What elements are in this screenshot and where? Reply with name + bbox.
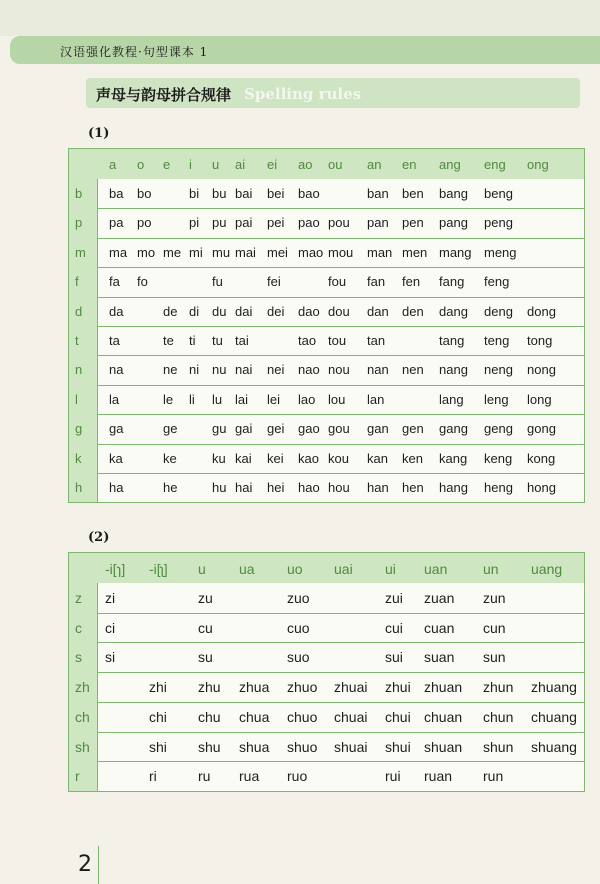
- syllable-cell: di: [189, 303, 200, 319]
- syllable-cell: kai: [235, 450, 252, 466]
- syllable-cell: lei: [267, 391, 281, 407]
- syllable-cell: chi: [149, 708, 167, 725]
- syllable-cell: gang: [439, 421, 468, 437]
- syllable-cell: ti: [189, 333, 196, 348]
- row-divider: [97, 761, 584, 762]
- initial-label: s: [75, 649, 82, 666]
- initial-label: l: [75, 391, 78, 407]
- syllable-cell: rui: [385, 768, 401, 785]
- syllable-cell: cui: [385, 619, 403, 636]
- syllable-cell: du: [212, 303, 227, 319]
- column-header: ui: [385, 561, 396, 577]
- initial-label: t: [75, 333, 79, 348]
- syllable-cell: shi: [149, 738, 167, 755]
- syllable-cell: den: [402, 303, 424, 319]
- syllable-cell: dan: [367, 303, 389, 319]
- syllable-cell: chu: [198, 708, 221, 725]
- syllable-cell: mo: [137, 244, 156, 260]
- syllable-cell: nong: [527, 362, 556, 378]
- syllable-cell: fen: [402, 274, 421, 290]
- column-header: ai: [235, 157, 246, 172]
- syllable-cell: shuo: [287, 738, 318, 755]
- syllable-cell: ken: [402, 450, 423, 466]
- syllable-cell: pi: [189, 215, 200, 231]
- syllable-cell: tu: [212, 333, 223, 348]
- syllable-cell: ruo: [287, 768, 308, 785]
- syllable-cell: beng: [484, 186, 513, 201]
- syllable-cell: hen: [402, 480, 424, 495]
- row-divider: [97, 642, 584, 643]
- initial-label: m: [75, 244, 86, 260]
- syllable-cell: han: [367, 480, 389, 495]
- row-divider: [97, 238, 584, 239]
- syllable-cell: fo: [137, 274, 148, 290]
- syllable-cell: chui: [385, 708, 411, 725]
- syllable-cell: meng: [484, 244, 517, 260]
- syllable-cell: shui: [385, 738, 411, 755]
- syllable-cell: rua: [239, 768, 260, 785]
- syllable-cell: fan: [367, 274, 386, 290]
- syllable-cell: ga: [109, 421, 124, 437]
- syllable-cell: na: [109, 362, 124, 378]
- initial-label: g: [75, 421, 83, 437]
- column-header: ao: [298, 157, 313, 172]
- syllable-cell: ni: [189, 362, 200, 378]
- initial-label: p: [75, 215, 83, 231]
- syllable-cell: hong: [527, 480, 556, 495]
- syllable-cell: ha: [109, 480, 124, 495]
- syllable-cell: gu: [212, 421, 227, 437]
- syllable-cell: kan: [367, 450, 388, 466]
- page-number: 2: [78, 852, 92, 877]
- initial-label: f: [75, 274, 79, 290]
- syllable-cell: tang: [439, 333, 465, 348]
- syllable-cell: cuan: [424, 619, 455, 636]
- syllable-cell: teng: [484, 333, 510, 348]
- syllable-cell: hei: [267, 480, 285, 495]
- column-header: un: [483, 561, 499, 577]
- table2-header-bg: [69, 553, 584, 583]
- syllable-cell: deng: [484, 303, 513, 319]
- syllable-cell: heng: [484, 480, 513, 495]
- table2-divider: [97, 583, 98, 791]
- syllable-cell: kong: [527, 450, 556, 466]
- syllable-cell: long: [527, 391, 552, 407]
- syllable-cell: fu: [212, 274, 223, 290]
- syllable-cell: gen: [402, 421, 424, 437]
- syllable-cell: lou: [328, 391, 346, 407]
- syllable-cell: chun: [483, 708, 514, 725]
- syllable-cell: lai: [235, 391, 249, 407]
- syllable-cell: nu: [212, 362, 227, 378]
- syllable-cell: ba: [109, 186, 124, 201]
- syllable-cell: pan: [367, 215, 389, 231]
- syllable-cell: zhuo: [287, 679, 318, 696]
- syllable-cell: ta: [109, 333, 120, 348]
- syllable-cell: zhua: [239, 679, 270, 696]
- syllable-cell: cuo: [287, 619, 310, 636]
- syllable-cell: bao: [298, 186, 320, 201]
- syllable-cell: shuai: [334, 738, 368, 755]
- page-divider: [98, 846, 99, 884]
- column-header: u: [198, 561, 206, 577]
- table1-label: (1): [88, 126, 110, 141]
- syllable-cell: gei: [267, 421, 285, 437]
- syllable-cell: zuo: [287, 590, 310, 606]
- syllable-cell: bu: [212, 186, 227, 201]
- syllable-cell: dai: [235, 303, 253, 319]
- syllable-cell: tao: [298, 333, 317, 348]
- syllable-cell: ben: [402, 186, 424, 201]
- initial-label: n: [75, 362, 83, 378]
- syllable-cell: lu: [212, 391, 223, 407]
- syllable-cell: hai: [235, 480, 253, 495]
- syllable-cell: si: [105, 649, 116, 666]
- syllable-cell: cu: [198, 619, 213, 636]
- syllable-cell: geng: [484, 421, 513, 437]
- syllable-cell: pa: [109, 215, 124, 231]
- column-header: eng: [484, 157, 506, 172]
- syllable-cell: shua: [239, 738, 270, 755]
- column-header: ua: [239, 561, 255, 577]
- spelling-table-2: [68, 552, 585, 792]
- syllable-cell: shuan: [424, 738, 463, 755]
- syllable-cell: zhi: [149, 679, 167, 696]
- syllable-cell: da: [109, 303, 124, 319]
- syllable-cell: ci: [105, 619, 116, 636]
- syllable-cell: sui: [385, 649, 403, 666]
- column-header: i: [189, 157, 192, 172]
- table1-divider: [97, 179, 98, 502]
- syllable-cell: gou: [328, 421, 350, 437]
- row-divider: [97, 444, 584, 445]
- syllable-cell: zu: [198, 590, 213, 606]
- initial-label: k: [75, 450, 82, 466]
- syllable-cell: bo: [137, 186, 152, 201]
- initial-label: b: [75, 186, 83, 201]
- initial-label: h: [75, 480, 83, 495]
- syllable-cell: fou: [328, 274, 347, 290]
- syllable-cell: fang: [439, 274, 465, 290]
- syllable-cell: mi: [189, 244, 203, 260]
- syllable-cell: de: [163, 303, 178, 319]
- syllable-cell: zun: [483, 590, 506, 606]
- syllable-cell: mou: [328, 244, 354, 260]
- syllable-cell: ku: [212, 450, 226, 466]
- row-divider: [97, 613, 584, 614]
- syllable-cell: hang: [439, 480, 468, 495]
- book-title: 汉语强化教程·句型课本 1: [60, 45, 209, 59]
- syllable-cell: ge: [163, 421, 178, 437]
- column-header: u: [212, 157, 220, 172]
- syllable-cell: gong: [527, 421, 556, 437]
- syllable-cell: kang: [439, 450, 468, 466]
- syllable-cell: le: [163, 391, 174, 407]
- column-header: ong: [527, 157, 549, 172]
- syllable-cell: suan: [424, 649, 455, 666]
- syllable-cell: pen: [402, 215, 424, 231]
- section-title-cn: 声母与韵母拼合规律: [96, 86, 232, 104]
- syllable-cell: kou: [328, 450, 349, 466]
- row-divider: [97, 355, 584, 356]
- syllable-cell: zhuai: [334, 679, 368, 696]
- initial-label: z: [75, 590, 82, 606]
- column-header: ang: [439, 157, 461, 172]
- syllable-cell: nai: [235, 362, 253, 378]
- column-header: -i[ɿ]: [105, 561, 126, 577]
- row-divider: [97, 702, 584, 703]
- syllable-cell: tan: [367, 333, 386, 348]
- syllable-cell: peng: [484, 215, 513, 231]
- row-divider: [97, 414, 584, 415]
- syllable-cell: fei: [267, 274, 281, 290]
- syllable-cell: zhuang: [531, 679, 577, 696]
- syllable-cell: man: [367, 244, 393, 260]
- syllable-cell: lang: [439, 391, 464, 407]
- syllable-cell: ne: [163, 362, 178, 378]
- syllable-cell: bei: [267, 186, 285, 201]
- syllable-cell: gan: [367, 421, 389, 437]
- column-header: -i[ʅ]: [149, 561, 168, 577]
- syllable-cell: neng: [484, 362, 513, 378]
- syllable-cell: ruan: [424, 768, 453, 785]
- syllable-cell: nan: [367, 362, 389, 378]
- syllable-cell: kao: [298, 450, 319, 466]
- syllable-cell: hao: [298, 480, 320, 495]
- initial-label: d: [75, 303, 83, 319]
- syllable-cell: tou: [328, 333, 347, 348]
- column-header: uan: [424, 561, 448, 577]
- syllable-cell: ri: [149, 768, 157, 785]
- syllable-cell: kei: [267, 450, 284, 466]
- syllable-cell: chuang: [531, 708, 577, 725]
- syllable-cell: gao: [298, 421, 320, 437]
- syllable-cell: tong: [527, 333, 553, 348]
- syllable-cell: mu: [212, 244, 231, 260]
- syllable-cell: lan: [367, 391, 385, 407]
- syllable-cell: pao: [298, 215, 320, 231]
- syllable-cell: shu: [198, 738, 221, 755]
- syllable-cell: chuo: [287, 708, 318, 725]
- syllable-cell: po: [137, 215, 152, 231]
- syllable-cell: dao: [298, 303, 320, 319]
- syllable-cell: bai: [235, 186, 253, 201]
- syllable-cell: mang: [439, 244, 472, 260]
- row-divider: [97, 326, 584, 327]
- syllable-cell: leng: [484, 391, 509, 407]
- syllable-cell: dang: [439, 303, 468, 319]
- syllable-cell: li: [189, 391, 195, 407]
- syllable-cell: te: [163, 333, 174, 348]
- syllable-cell: mei: [267, 244, 288, 260]
- syllable-cell: chuan: [424, 708, 463, 725]
- row-divider: [97, 732, 584, 733]
- initial-label: ch: [75, 708, 90, 725]
- syllable-cell: sun: [483, 649, 506, 666]
- column-header: ou: [328, 157, 343, 172]
- syllable-cell: su: [198, 649, 213, 666]
- table2-label: (2): [88, 530, 110, 545]
- syllable-cell: nei: [267, 362, 285, 378]
- syllable-cell: fa: [109, 274, 120, 290]
- row-divider: [97, 473, 584, 474]
- syllable-cell: gai: [235, 421, 253, 437]
- column-header: o: [137, 157, 145, 172]
- syllable-cell: bi: [189, 186, 200, 201]
- syllable-cell: dou: [328, 303, 350, 319]
- syllable-cell: hou: [328, 480, 350, 495]
- syllable-cell: pang: [439, 215, 468, 231]
- syllable-cell: mao: [298, 244, 324, 260]
- syllable-cell: zui: [385, 590, 403, 606]
- top-band: [0, 0, 600, 36]
- syllable-cell: nao: [298, 362, 320, 378]
- syllable-cell: pei: [267, 215, 285, 231]
- table2-initial-column-bg: [69, 553, 97, 791]
- syllable-cell: nen: [402, 362, 424, 378]
- syllable-cell: chuai: [334, 708, 368, 725]
- column-header: uo: [287, 561, 303, 577]
- column-header: uang: [531, 561, 563, 577]
- column-header: uai: [334, 561, 353, 577]
- spelling-table-1: [68, 148, 585, 503]
- table1-initial-column-bg: [69, 149, 97, 502]
- column-header: a: [109, 157, 117, 172]
- syllable-cell: shun: [483, 738, 514, 755]
- syllable-cell: zhu: [198, 679, 221, 696]
- syllable-cell: nou: [328, 362, 350, 378]
- syllable-cell: ka: [109, 450, 123, 466]
- initial-label: r: [75, 768, 80, 785]
- syllable-cell: ke: [163, 450, 177, 466]
- syllable-cell: dong: [527, 303, 556, 319]
- syllable-cell: ru: [198, 768, 211, 785]
- syllable-cell: me: [163, 244, 182, 260]
- initial-label: zh: [75, 679, 90, 696]
- syllable-cell: pu: [212, 215, 227, 231]
- table1-header-bg: [69, 149, 584, 179]
- syllable-cell: dei: [267, 303, 285, 319]
- syllable-cell: cun: [483, 619, 506, 636]
- syllable-cell: ma: [109, 244, 128, 260]
- syllable-cell: shuang: [531, 738, 577, 755]
- syllable-cell: men: [402, 244, 428, 260]
- syllable-cell: keng: [484, 450, 513, 466]
- row-divider: [97, 267, 584, 268]
- syllable-cell: tai: [235, 333, 249, 348]
- syllable-cell: zhun: [483, 679, 514, 696]
- initial-label: c: [75, 619, 82, 636]
- syllable-cell: ban: [367, 186, 389, 201]
- syllable-cell: feng: [484, 274, 510, 290]
- section-title-en: Spelling rules: [244, 85, 362, 103]
- syllable-cell: mai: [235, 244, 256, 260]
- row-divider: [97, 297, 584, 298]
- syllable-cell: he: [163, 480, 178, 495]
- syllable-cell: run: [483, 768, 504, 785]
- row-divider: [97, 208, 584, 209]
- row-divider: [97, 385, 584, 386]
- initial-label: sh: [75, 738, 90, 755]
- syllable-cell: bang: [439, 186, 468, 201]
- syllable-cell: hu: [212, 480, 227, 495]
- syllable-cell: zhui: [385, 679, 411, 696]
- syllable-cell: zi: [105, 590, 116, 606]
- column-header: e: [163, 157, 171, 172]
- syllable-cell: la: [109, 391, 120, 407]
- syllable-cell: zuan: [424, 590, 455, 606]
- row-divider: [97, 672, 584, 673]
- syllable-cell: lao: [298, 391, 316, 407]
- syllable-cell: zhuan: [424, 679, 463, 696]
- syllable-cell: nang: [439, 362, 468, 378]
- syllable-cell: suo: [287, 649, 310, 666]
- syllable-cell: pai: [235, 215, 253, 231]
- syllable-cell: chua: [239, 708, 270, 725]
- column-header: an: [367, 157, 382, 172]
- column-header: ei: [267, 157, 278, 172]
- syllable-cell: pou: [328, 215, 350, 231]
- column-header: en: [402, 157, 417, 172]
